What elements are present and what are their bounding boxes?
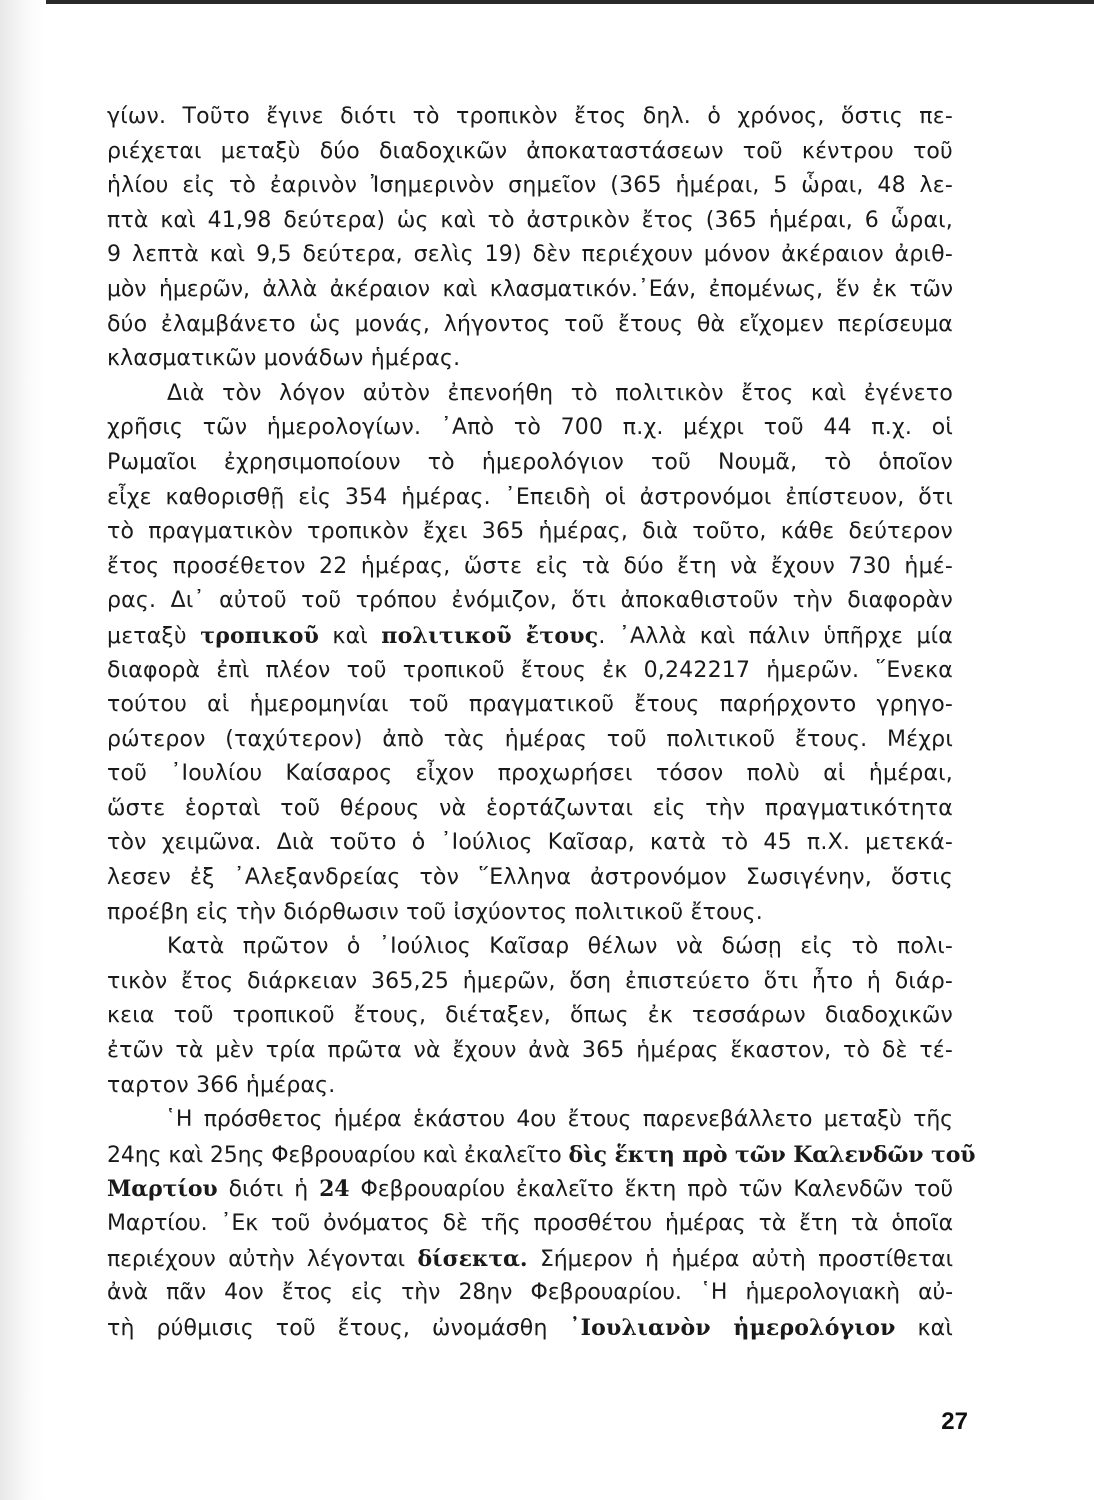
- text-line: ὥστε ἑορταὶ τοῦ θέρους νὰ ἑορτάζωνται εἰς τὴν πραγματικότητα: [107, 795, 953, 821]
- text-line: 9 λεπτὰ καὶ 9,5 δεύτερα, σελὶς 19) δὲν περιέχουν μόνον ἀκέραιον ἀριθ-: [107, 242, 953, 268]
- text-line: Μαρτίου. ᾿Εκ τοῦ ὀνόματος δὲ τῆς προσθέτου ἡμέρας τὰ ἔτη τὰ ὁποῖα: [107, 1211, 953, 1236]
- text-span: τὴ ρύθμισις τοῦ ἔτους, ὠνομάσθη: [107, 1315, 548, 1341]
- text-span: μεταξὺ: [107, 623, 187, 649]
- bold-term: Μαρτίου: [107, 1176, 218, 1203]
- text-span: Φεβρουαρίου ἐκαλεῖτο ἕκτη πρὸ τῶν Καλενδῶν τοῦ: [360, 1177, 953, 1203]
- text-line: διαφορὰ ἐπὶ πλέον τοῦ τροπικοῦ ἔτους ἐκ 0,242217 ἡμερῶν. ῞Ενεκα: [107, 657, 953, 683]
- text-line-with-emphasis: [107, 1138, 976, 1173]
- text-line: ἐτῶν τὰ μὲν τρία πρῶτα νὰ ἔχουν ἀνὰ 365 ἡμέρας ἕκαστον, τὸ δὲ τέ-: [107, 1038, 953, 1064]
- text-line: τούτου αἱ ἡμερομηνίαι τοῦ πραγματικοῦ ἔτους παρήρχοντο γρηγο-: [107, 692, 953, 718]
- top-edge-rule: [0, 0, 1094, 4]
- text-line: ἀνὰ πᾶν 4ον ἔτος εἰς τὴν 28ην Φεβρουαρίου. ῾Η ἡμερολογιακὴ αὐ-: [107, 1280, 953, 1306]
- text-line: λεσεν ἐξ ᾿Αλεξανδρείας τὸν ῞Ελληνα ἀστρονόμον Σωσιγένην, ὅστις: [107, 865, 953, 891]
- text-line: χρῆσις τῶν ἡμερολογίων. ᾿Απὸ τὸ 700 π.χ. μέχρι τοῦ 44 π.χ. οἱ: [107, 415, 953, 441]
- text-line: ἔτος προσέθετον 22 ἡμέρας, ὥστε εἰς τὰ δύο ἔτη νὰ ἔχουν 730 ἡμέ-: [107, 553, 953, 579]
- text-line-with-emphasis: [107, 619, 953, 654]
- text-line: ριέχεται μεταξὺ δύο διαδοχικῶν ἀποκαταστάσεων τοῦ κέντρου τοῦ: [107, 138, 953, 164]
- text-line-with-emphasis: [107, 1172, 953, 1207]
- text-line: δύο ἐλαμβάνετο ὡς μονάς, λήγοντος τοῦ ἔτους θὰ εἴχομεν περίσευμα: [107, 311, 953, 337]
- text-line: γίων. Τοῦτο ἔγινε διότι τὸ τροπικὸν ἔτος δηλ. ὁ χρόνος, ὅστις πε-: [107, 104, 953, 129]
- text-line-with-emphasis: [107, 1242, 953, 1277]
- text-line: πτὰ καὶ 41,98 δεύτερα) ὡς καὶ τὸ ἀστρικὸν ἔτος (365 ἡμέραι, 6 ὧραι,: [107, 207, 953, 233]
- text-span: καὶ: [332, 623, 368, 649]
- text-line: τικὸν ἔτος διάρκειαν 365,25 ἡμερῶν, ὅση ἐπιστεύετο ὅτι ἦτο ἡ διάρ-: [107, 968, 953, 994]
- text-line: Ρωμαῖοι ἐχρησιμοποίουν τὸ ἡμερολόγιον τοῦ Νουμᾶ, τὸ ὁποῖον: [107, 449, 953, 475]
- text-line: ρώτερον (ταχύτερον) ἀπὸ τὰς ἡμέρας τοῦ πολιτικοῦ ἔτους. Μέχρι: [107, 726, 953, 752]
- text-line: ρας. Δι᾿ αὐτοῦ τοῦ τρόπου ἐνόμιζον, ὅτι ἀποκαθιστοῦν τὴν διαφορὰν: [107, 588, 953, 614]
- bold-term: τροπικοῦ: [200, 622, 320, 649]
- text-line: Διὰ τὸν λόγον αὐτὸν ἐπενοήθη τὸ πολιτικὸν ἔτος καὶ ἐγένετο: [167, 380, 953, 406]
- bold-term: δὶς ἕκτη πρὸ τῶν Καλενδῶν τοῦ: [568, 1141, 976, 1168]
- text-line: τὸν χειμῶνα. Διὰ τοῦτο ὁ ᾿Ιούλιος Καῖσαρ, κατὰ τὸ 45 π.Χ. μετεκά-: [107, 830, 953, 856]
- page-number: 27: [941, 1408, 968, 1435]
- page-gutter-shadow: [0, 0, 46, 1500]
- text-line: μὸν ἡμερῶν, ἀλλὰ ἀκέραιον καὶ κλασματικόν.᾿Εάν, ἐπομένως, ἕν ἐκ τῶν: [107, 276, 953, 302]
- text-span: καὶ: [917, 1315, 953, 1341]
- text-line: Κατὰ πρῶτον ὁ ᾿Ιούλιος Καῖσαρ θέλων νὰ δώσῃ εἰς τὸ πολι-: [167, 934, 953, 960]
- text-line: τοῦ ᾿Ιουλίου Καίσαρος εἶχον προχωρήσει τόσον πολὺ αἱ ἡμέραι,: [107, 761, 953, 787]
- text-line: προέβη εἰς τὴν διόρθωσιν τοῦ ἰσχύοντος πολιτικοῦ ἔτους.: [107, 899, 763, 925]
- bold-term: δίσεκτα.: [417, 1245, 528, 1272]
- text-span: διότι ἡ: [228, 1177, 309, 1203]
- bold-term: πολιτικοῦ ἔτους: [381, 622, 599, 649]
- text-span: 24ης καὶ 25ης Φεβρουαρίου καὶ ἐκαλεῖτο: [107, 1142, 562, 1168]
- page-text-block: [107, 100, 976, 1345]
- text-line: ἡλίου εἰς τὸ ἐαρινὸν Ἰσημερινὸν σημεῖον (365 ἡμέραι, 5 ὧραι, 48 λε-: [107, 173, 953, 199]
- text-line: κλασματικῶν μονάδων ἡμέρας.: [107, 346, 461, 372]
- bold-term: ᾿Ιουλιανὸν ἡμερολόγιον: [569, 1314, 896, 1341]
- text-line: ταρτον 366 ἡμέρας.: [107, 1072, 336, 1098]
- bold-term: 24: [319, 1176, 350, 1203]
- text-line: κεια τοῦ τροπικοῦ ἔτους, διέταξεν, ὅπως ἐκ τεσσάρων διαδοχικῶν: [107, 1003, 953, 1029]
- text-line: ῾Η πρόσθετος ἡμέρα ἑκάστου 4ου ἔτους παρενεβάλλετο μεταξὺ τῆς: [165, 1107, 953, 1133]
- text-line: τὸ πραγματικὸν τροπικὸν ἔχει 365 ἡμέρας, διὰ τοῦτο, κάθε δεύτερον: [107, 519, 953, 545]
- text-span: . ᾿Αλλὰ καὶ πάλιν ὑπῆρχε μία: [598, 623, 953, 649]
- text-line: εἶχε καθορισθῇ εἰς 354 ἡμέρας. ᾿Επειδὴ οἱ ἀστρονόμοι ἐπίστευον, ὅτι: [107, 484, 953, 510]
- text-span: περιέχουν αὐτὴν λέγονται: [107, 1246, 405, 1272]
- text-span: Σήμερον ἡ ἡμέρα αὐτὴ προστίθεται: [539, 1246, 953, 1272]
- text-line-with-emphasis: [107, 1311, 953, 1346]
